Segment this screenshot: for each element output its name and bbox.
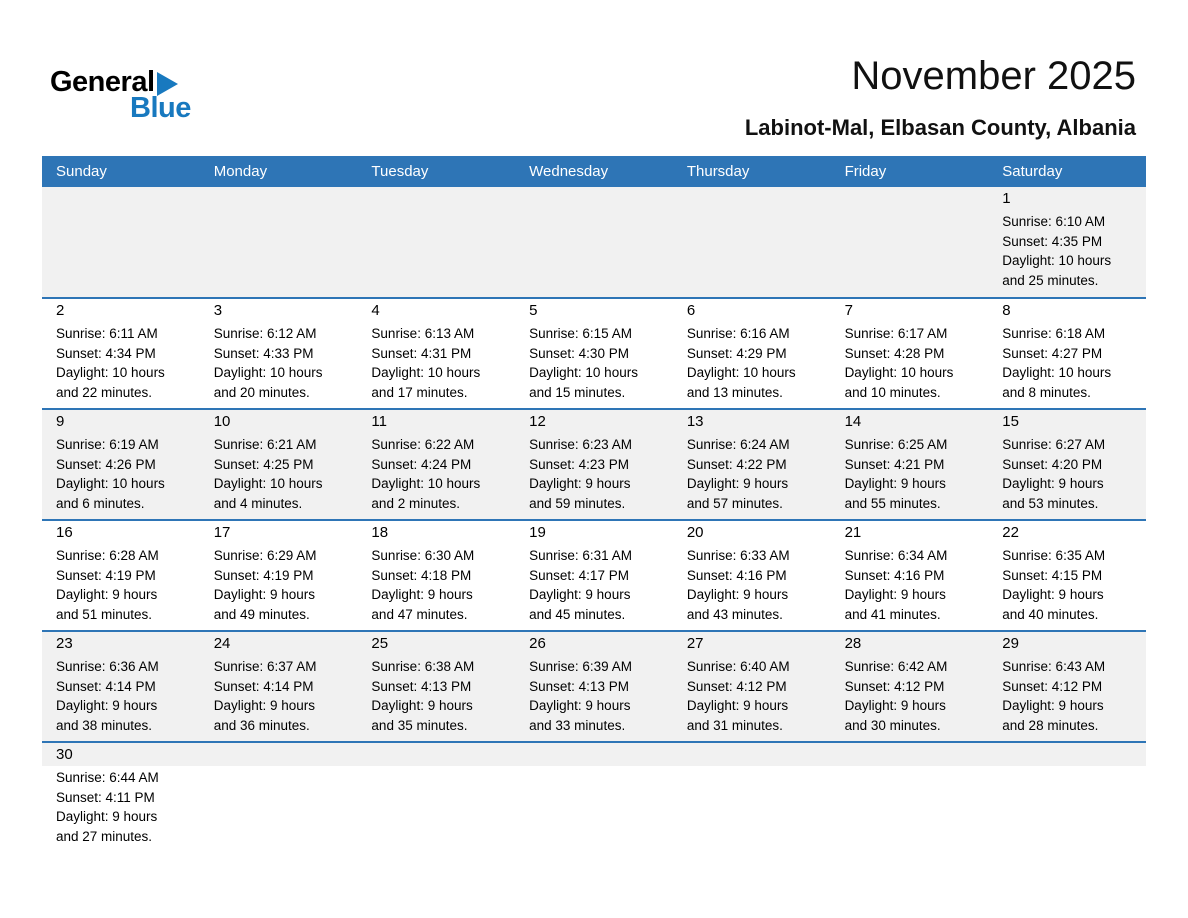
day-info-line: Sunrise: 6:42 AM	[844, 659, 948, 674]
day-info-line: Daylight: 10 hours	[56, 365, 165, 380]
day-info-line: Sunrise: 6:39 AM	[529, 659, 632, 674]
day-info-line: Sunrise: 6:27 AM	[1002, 437, 1106, 452]
day-info-line: Sunrise: 6:38 AM	[371, 659, 475, 674]
empty-day-cell	[831, 743, 989, 852]
day-info-line: Sunset: 4:18 PM	[371, 567, 472, 583]
day-cell-25	[357, 632, 515, 741]
day-info-line: and 17 minutes.	[371, 384, 468, 400]
day-info-line: Daylight: 9 hours	[56, 698, 158, 713]
day-info-line: Sunrise: 6:29 AM	[213, 548, 317, 563]
weekday-header-wednesday: Wednesday	[529, 163, 609, 180]
day-info-line: Sunset: 4:11 PM	[56, 789, 155, 805]
day-info-line: Sunset: 4:15 PM	[1002, 567, 1103, 583]
day-number: 25	[371, 635, 389, 652]
day-info-line: Sunset: 4:29 PM	[686, 345, 787, 361]
day-info-line: Daylight: 9 hours	[686, 476, 789, 491]
day-info-line: Sunrise: 6:25 AM	[844, 437, 948, 452]
page-header	[0, 0, 1188, 156]
day-number: 4	[371, 302, 380, 319]
day-info-line: Daylight: 10 hours	[844, 365, 954, 380]
day-cell-13	[673, 410, 831, 519]
day-info-line: Sunrise: 6:16 AM	[686, 326, 790, 341]
day-info-line: Daylight: 10 hours	[529, 365, 638, 380]
day-info-line: Sunset: 4:14 PM	[56, 678, 156, 694]
page-title: November 2025	[851, 54, 1136, 98]
empty-day-cell	[673, 743, 831, 852]
day-cell-6	[673, 299, 831, 408]
day-info-line: Sunset: 4:31 PM	[371, 345, 472, 361]
day-number: 14	[844, 413, 862, 430]
weekday-header-thursday: Thursday	[686, 163, 750, 180]
day-info-line: Sunrise: 6:43 AM	[1002, 659, 1106, 674]
day-info-line: Daylight: 9 hours	[1002, 587, 1104, 602]
day-info-line: and 8 minutes.	[1002, 384, 1091, 400]
day-info-line: Sunset: 4:25 PM	[213, 456, 314, 472]
day-number: 1	[1002, 190, 1011, 207]
day-info-line: Daylight: 9 hours	[844, 698, 946, 713]
day-info-line: Daylight: 10 hours	[371, 365, 481, 380]
day-info-line: and 22 minutes.	[56, 384, 153, 400]
day-cell-29	[988, 632, 1146, 741]
day-cell-19	[515, 521, 673, 630]
empty-day-cell	[357, 187, 515, 297]
day-info-line: Sunset: 4:12 PM	[844, 678, 945, 694]
empty-day-cell	[988, 743, 1146, 852]
day-info-line: Daylight: 9 hours	[529, 587, 631, 602]
day-info-line: Sunset: 4:23 PM	[529, 456, 629, 472]
day-info-line: and 38 minutes.	[56, 717, 153, 733]
day-number: 27	[686, 635, 704, 652]
day-info-line: Daylight: 10 hours	[1002, 365, 1112, 380]
day-cell-8	[988, 299, 1146, 408]
day-info-line: Daylight: 10 hours	[213, 365, 323, 380]
day-info-line: Daylight: 9 hours	[56, 809, 158, 824]
day-cell-4	[357, 299, 515, 408]
day-number: 11	[371, 413, 387, 430]
day-number: 16	[56, 524, 73, 541]
day-info-line: and 13 minutes.	[686, 384, 783, 400]
empty-day-cell	[673, 187, 831, 297]
day-info-line: and 43 minutes.	[686, 606, 783, 622]
day-info-line: Sunset: 4:34 PM	[56, 345, 156, 361]
day-info-line: Sunset: 4:14 PM	[213, 678, 314, 694]
day-cell-3	[200, 299, 358, 408]
day-info-line: Sunrise: 6:15 AM	[529, 326, 632, 341]
day-info-line: and 51 minutes.	[56, 606, 153, 622]
day-cell-21	[831, 521, 989, 630]
day-info-line: Daylight: 9 hours	[529, 698, 631, 713]
day-info-line: Sunset: 4:16 PM	[844, 567, 945, 583]
day-number: 29	[1002, 635, 1019, 652]
day-number: 19	[529, 524, 546, 541]
empty-day-cell	[200, 187, 358, 297]
calendar	[42, 156, 1146, 852]
day-number: 10	[213, 413, 231, 430]
day-cell-20	[673, 521, 831, 630]
day-info-line: and 30 minutes.	[844, 717, 941, 733]
day-info-line: Sunset: 4:13 PM	[371, 678, 472, 694]
empty-day-cell	[42, 187, 200, 297]
day-info-line: Daylight: 9 hours	[213, 698, 316, 713]
day-info-line: and 35 minutes.	[371, 717, 468, 733]
day-info-line: Sunrise: 6:36 AM	[56, 659, 159, 674]
day-cell-28	[831, 632, 989, 741]
page-subtitle: Labinot-Mal, Elbasan County, Albania	[744, 115, 1136, 140]
day-cell-26	[515, 632, 673, 741]
day-info-line: Sunrise: 6:24 AM	[686, 437, 790, 452]
day-info-line: and 57 minutes.	[686, 495, 783, 511]
day-info-line: Sunset: 4:26 PM	[56, 456, 156, 472]
day-number: 7	[844, 302, 853, 319]
day-info-line: Daylight: 9 hours	[213, 587, 316, 602]
day-number: 18	[371, 524, 389, 541]
day-info-line: Sunrise: 6:44 AM	[56, 770, 159, 785]
title-block	[745, 46, 1136, 141]
day-cell-23	[42, 632, 200, 741]
week-row	[42, 630, 1146, 741]
day-info-line: and 10 minutes.	[844, 384, 941, 400]
day-info-line: and 2 minutes.	[371, 495, 460, 511]
day-info-line: Sunrise: 6:11 AM	[56, 326, 158, 341]
day-info-line: Sunset: 4:22 PM	[686, 456, 787, 472]
weeks-container	[42, 187, 1146, 852]
day-cell-10	[200, 410, 358, 519]
day-info-line: Sunset: 4:20 PM	[1002, 456, 1103, 472]
day-info-line: Sunrise: 6:17 AM	[844, 326, 948, 341]
day-info-line: Sunset: 4:12 PM	[1002, 678, 1103, 694]
day-info-line: and 15 minutes.	[529, 384, 626, 400]
day-info-line: Sunset: 4:16 PM	[686, 567, 787, 583]
day-info-line: and 33 minutes.	[529, 717, 626, 733]
day-info-line: Sunrise: 6:19 AM	[56, 437, 159, 452]
weekday-header-saturday: Saturday	[1002, 163, 1063, 180]
day-cell-17	[200, 521, 358, 630]
day-info-line: Daylight: 9 hours	[686, 698, 789, 713]
day-info-line: Sunrise: 6:13 AM	[371, 326, 475, 341]
week-row	[42, 297, 1146, 408]
day-cell-16	[42, 521, 200, 630]
day-info-line: and 40 minutes.	[1002, 606, 1099, 622]
week-row	[42, 741, 1146, 852]
day-cell-7	[831, 299, 989, 408]
day-info-line: Sunrise: 6:23 AM	[529, 437, 632, 452]
day-info-line: Daylight: 10 hours	[371, 476, 481, 491]
day-info-line: and 49 minutes.	[213, 606, 310, 622]
day-cell-5	[515, 299, 673, 408]
day-info-line: and 36 minutes.	[213, 717, 310, 733]
day-info-line: and 28 minutes.	[1002, 717, 1099, 733]
day-cell-1	[988, 187, 1146, 297]
weekday-header-friday: Friday	[844, 163, 887, 180]
day-number: 22	[1002, 524, 1019, 541]
day-info-line: Daylight: 9 hours	[1002, 476, 1104, 491]
day-info-line: Sunrise: 6:40 AM	[686, 659, 790, 674]
day-info-line: and 41 minutes.	[844, 606, 941, 622]
day-info-line: Sunset: 4:21 PM	[844, 456, 945, 472]
day-number: 8	[1002, 302, 1011, 319]
day-number: 26	[529, 635, 546, 652]
weekday-header-tuesday: Tuesday	[371, 163, 429, 180]
day-number: 12	[529, 413, 546, 430]
day-cell-14	[831, 410, 989, 519]
day-info-line: Sunset: 4:24 PM	[371, 456, 472, 472]
day-info-line: Daylight: 9 hours	[371, 698, 473, 713]
day-info-line: Sunset: 4:19 PM	[56, 567, 156, 583]
day-info-line: Sunrise: 6:33 AM	[686, 548, 790, 563]
day-cell-2	[42, 299, 200, 408]
day-info-line: Sunset: 4:27 PM	[1002, 345, 1103, 361]
day-number: 30	[56, 746, 73, 763]
day-info-line: Daylight: 10 hours	[1002, 253, 1112, 268]
logo-text-blue: Blue	[130, 92, 191, 124]
day-number: 5	[529, 302, 538, 319]
day-cell-22	[988, 521, 1146, 630]
empty-day-cell	[515, 743, 673, 852]
empty-day-cell	[831, 187, 989, 297]
day-info-line: Daylight: 10 hours	[213, 476, 323, 491]
day-info-line: Daylight: 9 hours	[371, 587, 473, 602]
day-cell-15	[988, 410, 1146, 519]
day-info-line: Sunset: 4:17 PM	[529, 567, 629, 583]
day-info-line: Sunrise: 6:22 AM	[371, 437, 475, 452]
day-info-line: Sunrise: 6:10 AM	[1002, 214, 1106, 229]
day-info-line: and 20 minutes.	[213, 384, 310, 400]
day-info-line: Daylight: 9 hours	[844, 587, 946, 602]
day-number: 15	[1002, 413, 1019, 430]
day-info-line: Sunrise: 6:30 AM	[371, 548, 475, 563]
day-info-line: and 45 minutes.	[529, 606, 626, 622]
day-info-line: Sunrise: 6:31 AM	[529, 548, 632, 563]
day-info-line: Sunset: 4:33 PM	[213, 345, 314, 361]
day-info-line: Sunrise: 6:21 AM	[213, 437, 317, 452]
day-cell-9	[42, 410, 200, 519]
weekday-header-row	[42, 156, 1146, 187]
day-number: 28	[844, 635, 862, 652]
day-cell-11	[357, 410, 515, 519]
day-info-line: and 31 minutes.	[686, 717, 783, 733]
day-info-line: Daylight: 9 hours	[686, 587, 789, 602]
day-number: 24	[213, 635, 231, 652]
day-info-line: and 47 minutes.	[371, 606, 468, 622]
day-number: 3	[213, 302, 223, 319]
week-row	[42, 519, 1146, 630]
day-info-line: Sunrise: 6:12 AM	[213, 326, 317, 341]
day-number: 23	[56, 635, 73, 652]
empty-day-cell	[357, 743, 515, 852]
empty-day-cell	[200, 743, 358, 852]
day-cell-12	[515, 410, 673, 519]
day-number: 21	[844, 524, 862, 541]
day-info-line: Daylight: 9 hours	[1002, 698, 1104, 713]
day-info-line: Sunrise: 6:28 AM	[56, 548, 159, 563]
day-cell-30	[42, 743, 200, 852]
day-info-line: Sunset: 4:30 PM	[529, 345, 629, 361]
weekday-header-sunday: Sunday	[56, 163, 107, 180]
day-info-line: Sunset: 4:12 PM	[686, 678, 787, 694]
day-number: 13	[686, 413, 704, 430]
day-info-line: Sunset: 4:28 PM	[844, 345, 945, 361]
day-number: 17	[213, 524, 231, 541]
day-info-line: Sunset: 4:13 PM	[529, 678, 629, 694]
day-info-line: Sunrise: 6:34 AM	[844, 548, 948, 563]
day-cell-24	[200, 632, 358, 741]
day-info-line: Sunrise: 6:37 AM	[213, 659, 317, 674]
day-info-line: Daylight: 9 hours	[56, 587, 158, 602]
day-info-line: Daylight: 9 hours	[529, 476, 631, 491]
day-info-line: Daylight: 10 hours	[56, 476, 165, 491]
day-info-line: Sunset: 4:35 PM	[1002, 233, 1103, 249]
day-info-line: and 53 minutes.	[1002, 495, 1099, 511]
empty-day-cell	[515, 187, 673, 297]
day-info-line: and 6 minutes.	[56, 495, 145, 511]
weekday-header-monday: Monday	[213, 163, 268, 180]
day-number: 6	[686, 302, 696, 319]
logo-text-general: General	[50, 66, 155, 98]
day-info-line: Daylight: 10 hours	[686, 365, 796, 380]
day-info-line: Daylight: 9 hours	[844, 476, 946, 491]
week-row	[42, 408, 1146, 519]
day-info-line: Sunset: 4:19 PM	[213, 567, 314, 583]
day-info-line: and 27 minutes.	[56, 828, 153, 844]
general-blue-logo	[50, 46, 191, 125]
day-number: 2	[56, 302, 65, 319]
day-info-line: and 25 minutes.	[1002, 272, 1099, 288]
day-info-line: and 59 minutes.	[529, 495, 626, 511]
day-info-line: Sunrise: 6:35 AM	[1002, 548, 1106, 563]
day-info-line: and 55 minutes.	[844, 495, 941, 511]
day-info-line: Sunrise: 6:18 AM	[1002, 326, 1106, 341]
day-cell-18	[357, 521, 515, 630]
week-row	[42, 187, 1146, 297]
day-number: 9	[56, 413, 65, 430]
day-number: 20	[686, 524, 704, 541]
day-cell-27	[673, 632, 831, 741]
day-info-line: and 4 minutes.	[213, 495, 303, 511]
